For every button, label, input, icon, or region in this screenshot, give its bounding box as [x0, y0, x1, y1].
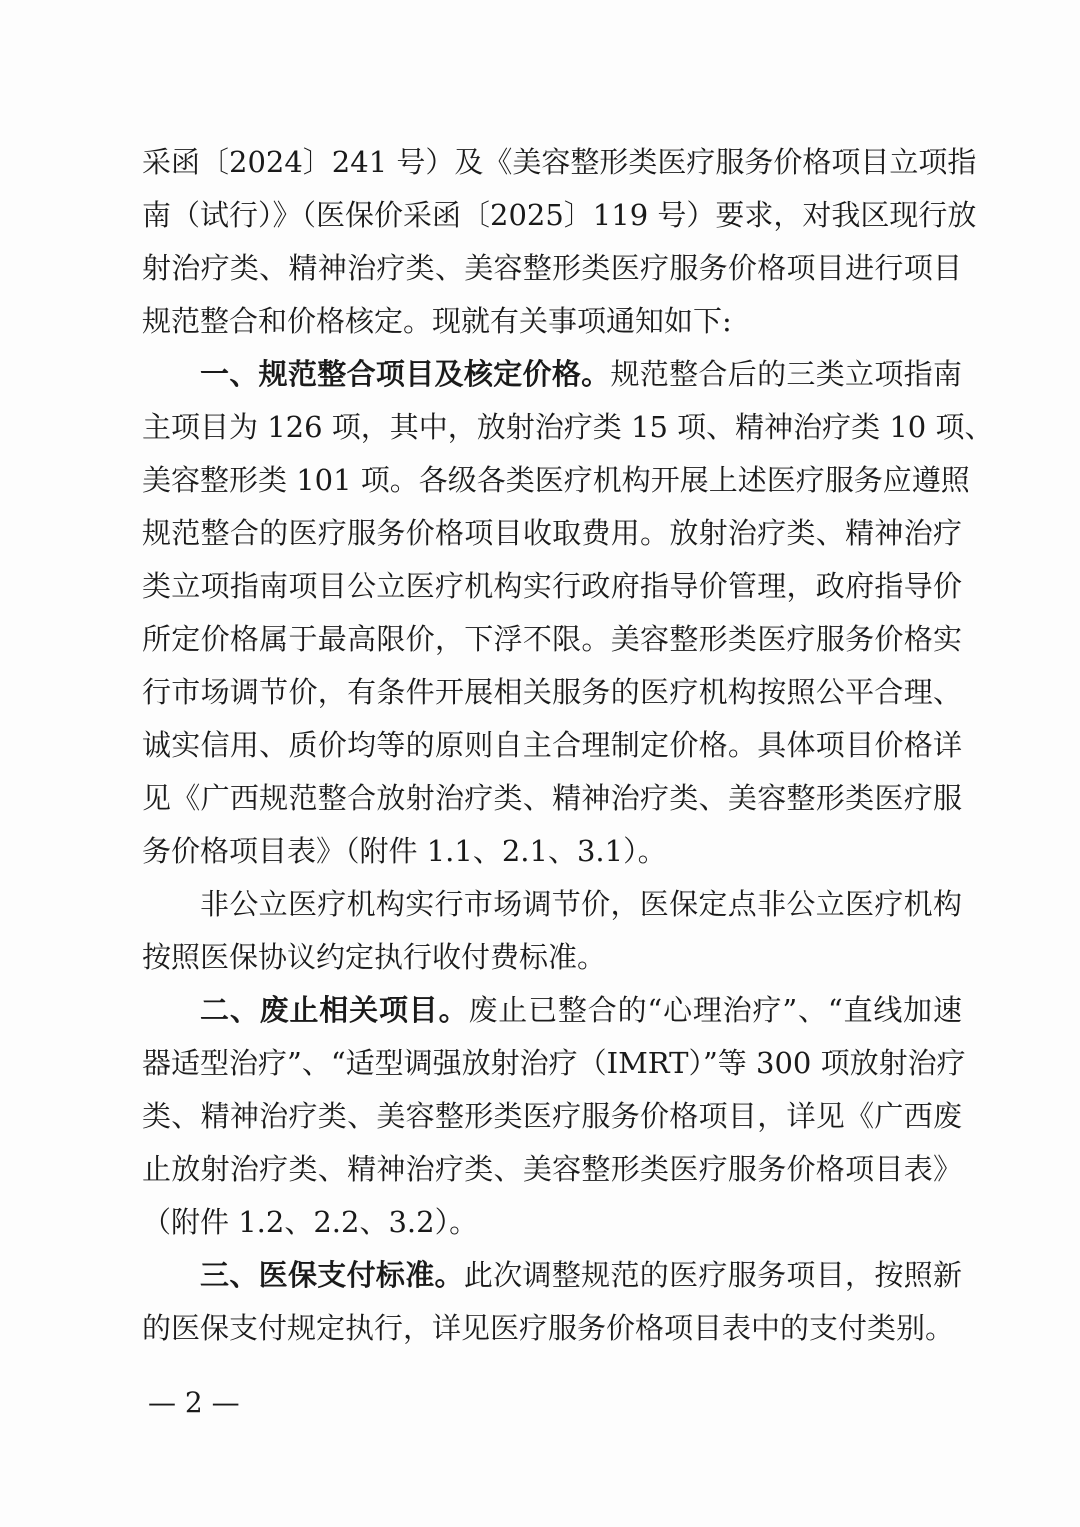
body-line: 射治疗类、精神治疗类、美容整形类医疗服务价格项目进行项目 — [142, 251, 962, 285]
section-one-lead: 规范整合后的三类立项指南 — [610, 357, 962, 391]
body-line: 类立项指南项目公立医疗机构实行政府指导价管理，政府指导价 — [142, 569, 962, 603]
section-two-first-line — [142, 984, 962, 1037]
section-three-first-line — [142, 1249, 962, 1302]
body-line: 类、精神治疗类、美容整形类医疗服务价格项目，详见《广西废 — [142, 1099, 962, 1133]
body-line: 采函〔2024〕241 号）及《美容整形类医疗服务价格项目立项指 — [142, 145, 977, 179]
body-line: 的医保支付规定执行，详见医疗服务价格项目表中的支付类别。 — [142, 1311, 955, 1345]
body-line: 器适型治疗”、“适型调强放射治疗（IMRT）”等 300 项放射治疗 — [142, 1046, 966, 1080]
body-line: 规范整合的医疗服务价格项目收取费用。放射治疗类、精神治疗 — [142, 516, 962, 550]
page-number: — 2 — — [148, 1386, 240, 1419]
section-two-lead: 废止已整合的“心理治疗”、“直线加速 — [468, 993, 962, 1027]
body-line: 美容整形类 101 项。各级各类医疗机构开展上述医疗服务应遵照 — [142, 463, 970, 497]
body-line: 见《广西规范整合放射治疗类、精神治疗类、美容整形类医疗服 — [142, 781, 962, 815]
body-line: 规范整合和价格核定。现就有关事项通知如下: — [142, 304, 732, 338]
non-public-first-line: 非公立医疗机构实行市场调节价，医保定点非公立医疗机构 — [200, 887, 962, 921]
section-three-heading: 三、医保支付标准。 — [200, 1258, 464, 1292]
body-line: 南（试行）》（医保价采函〔2025〕119 号）要求，对我区现行放 — [142, 198, 977, 232]
body-line: （附件 1.2、2.2、3.2）。 — [142, 1205, 479, 1239]
body-line: 主项目为 126 项，其中，放射治疗类 15 项、精神治疗类 10 项、 — [142, 410, 994, 444]
section-two-heading: 二、废止相关项目。 — [200, 993, 469, 1027]
body-line: 诚实信用、质价均等的原则自主合理制定价格。具体项目价格详 — [142, 728, 962, 762]
body-line: 务价格项目表》（附件 1.1、2.1、3.1）。 — [142, 834, 667, 868]
body-line: 按照医保协议约定执行收付费标准。 — [142, 940, 607, 974]
body-line: 止放射治疗类、精神治疗类、美容整形类医疗服务价格项目表》 — [142, 1152, 962, 1186]
body-line: 行市场调节价，有条件开展相关服务的医疗机构按照公平合理、 — [142, 675, 962, 709]
section-one-heading: 一、规范整合项目及核定价格。 — [200, 357, 611, 391]
section-one-first-line — [142, 348, 962, 401]
body-line: 所定价格属于最高限价，下浮不限。美容整形类医疗服务价格实 — [142, 622, 962, 656]
section-three-lead: 此次调整规范的医疗服务项目，按照新 — [463, 1258, 962, 1292]
document-body — [142, 136, 994, 1355]
